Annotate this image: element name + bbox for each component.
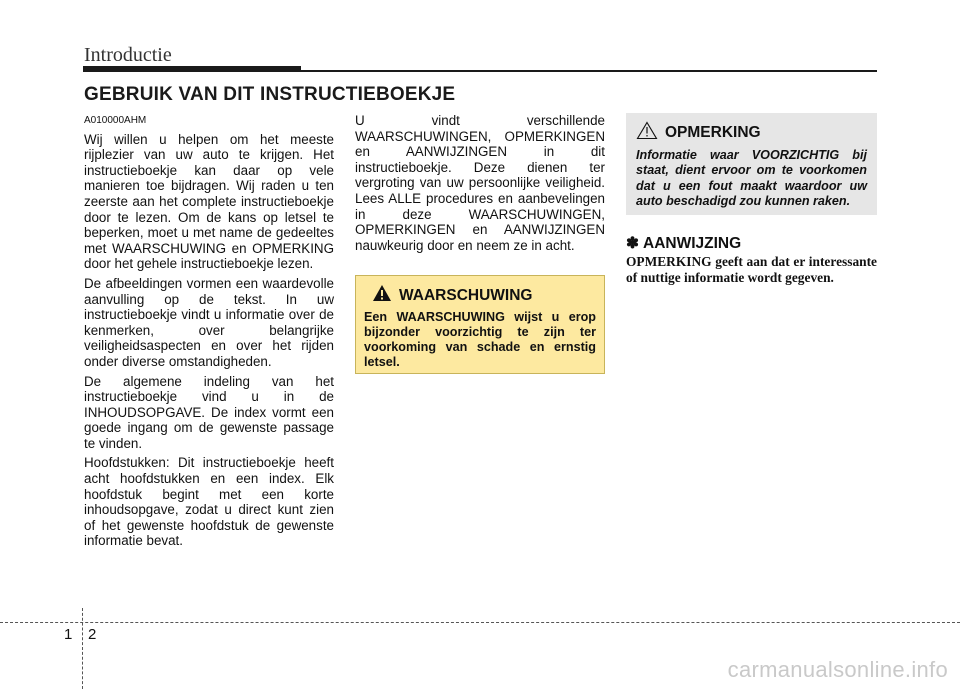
paragraph: U vindt verschillende WAARSCHUWINGEN, OPMERKINGEN en AANWIJZINGEN in dit instructieboekje. Deze dienen ter vergroting van uw persoonlijke veiligheid. Lees ALLE procedures en aanbevelingen in deze WAARSCHUWINGEN, OPMERKINGEN en AANWIJZINGEN nauwkeurig door en neem ze in acht. [355, 113, 605, 253]
watermark: carmanualsonline.info [727, 657, 948, 682]
warning-text: Een WAARSCHUWING wijst u erop bijzonder voorzichtig te zijn ter voorkoming van schade en ernstig letsel. [364, 310, 596, 369]
note-header [636, 121, 867, 145]
tip-heading [626, 234, 741, 253]
warning-triangle-icon [372, 284, 392, 307]
tip-title: AANWIJZING [643, 234, 742, 252]
header-rule-thick [83, 66, 301, 72]
page-footer-divider [82, 608, 83, 689]
warning-box [355, 275, 605, 374]
asterisk-icon: ✽ [626, 235, 639, 252]
warning-title: WAARSCHUWING [399, 286, 533, 304]
chapter-number: 1 [64, 626, 73, 643]
paragraph: De afbeeldingen vormen een waardevolle aanvulling op de tekst. In uw instructieboekje vindt u informatie over de kenmerken, over belangrijke veiligheidsaspecten en over het rijden onder diverse omstandigheden. [84, 275, 334, 369]
header-rule-thin [301, 70, 877, 72]
caution-triangle-icon [636, 121, 658, 145]
tip-text: OPMERKING geeft aan dat er interessante of nuttige informatie wordt gegeven. [626, 254, 877, 285]
section-code: A010000AHM [84, 115, 147, 126]
header-title: Introductie [84, 44, 172, 66]
warning-header [372, 284, 596, 307]
note-title: OPMERKING [665, 124, 761, 141]
page-number: 2 [88, 626, 97, 643]
column-2 [355, 113, 605, 257]
section-title: GEBRUIK VAN DIT INSTRUCTIEBOEKJE [84, 84, 456, 105]
paragraph: Wij willen u helpen om het meeste rijplezier van uw auto te krijgen. Het instructieboekje kan daar op vele manieren toe bijdragen. Wij raden u ten zeerste aan het complete instructieboekje door te lezen. Om de kans op letsel te beperken, moet u met name de gedeeltes met WAARSCHUWING en OPMERKING door het gehele instructieboekje lezen. [84, 131, 334, 272]
page-footer-rule [0, 622, 960, 623]
note-box [626, 113, 877, 215]
paragraph: De algemene indeling van het instructieboekje vind u in de INHOUDSOPGAVE. De index vormt een goede ingang om de gewenste passage te vinden. [84, 373, 334, 451]
note-text: Informatie waar VOORZICHTIG bij staat, dient ervoor om te voorkomen dat u een fout maakt waardoor uw auto beschadigd zou kunnen raken. [636, 148, 867, 209]
column-1 [84, 113, 334, 553]
paragraph: Hoofdstukken: Dit instructieboekje heeft acht hoofdstukken en een index. Elk hoofdstuk begint met een korte inhoudsopgave, zodat u direct kunt zien of het gewenste hoofdstuk de gewenste informatie bevat. [84, 455, 334, 549]
